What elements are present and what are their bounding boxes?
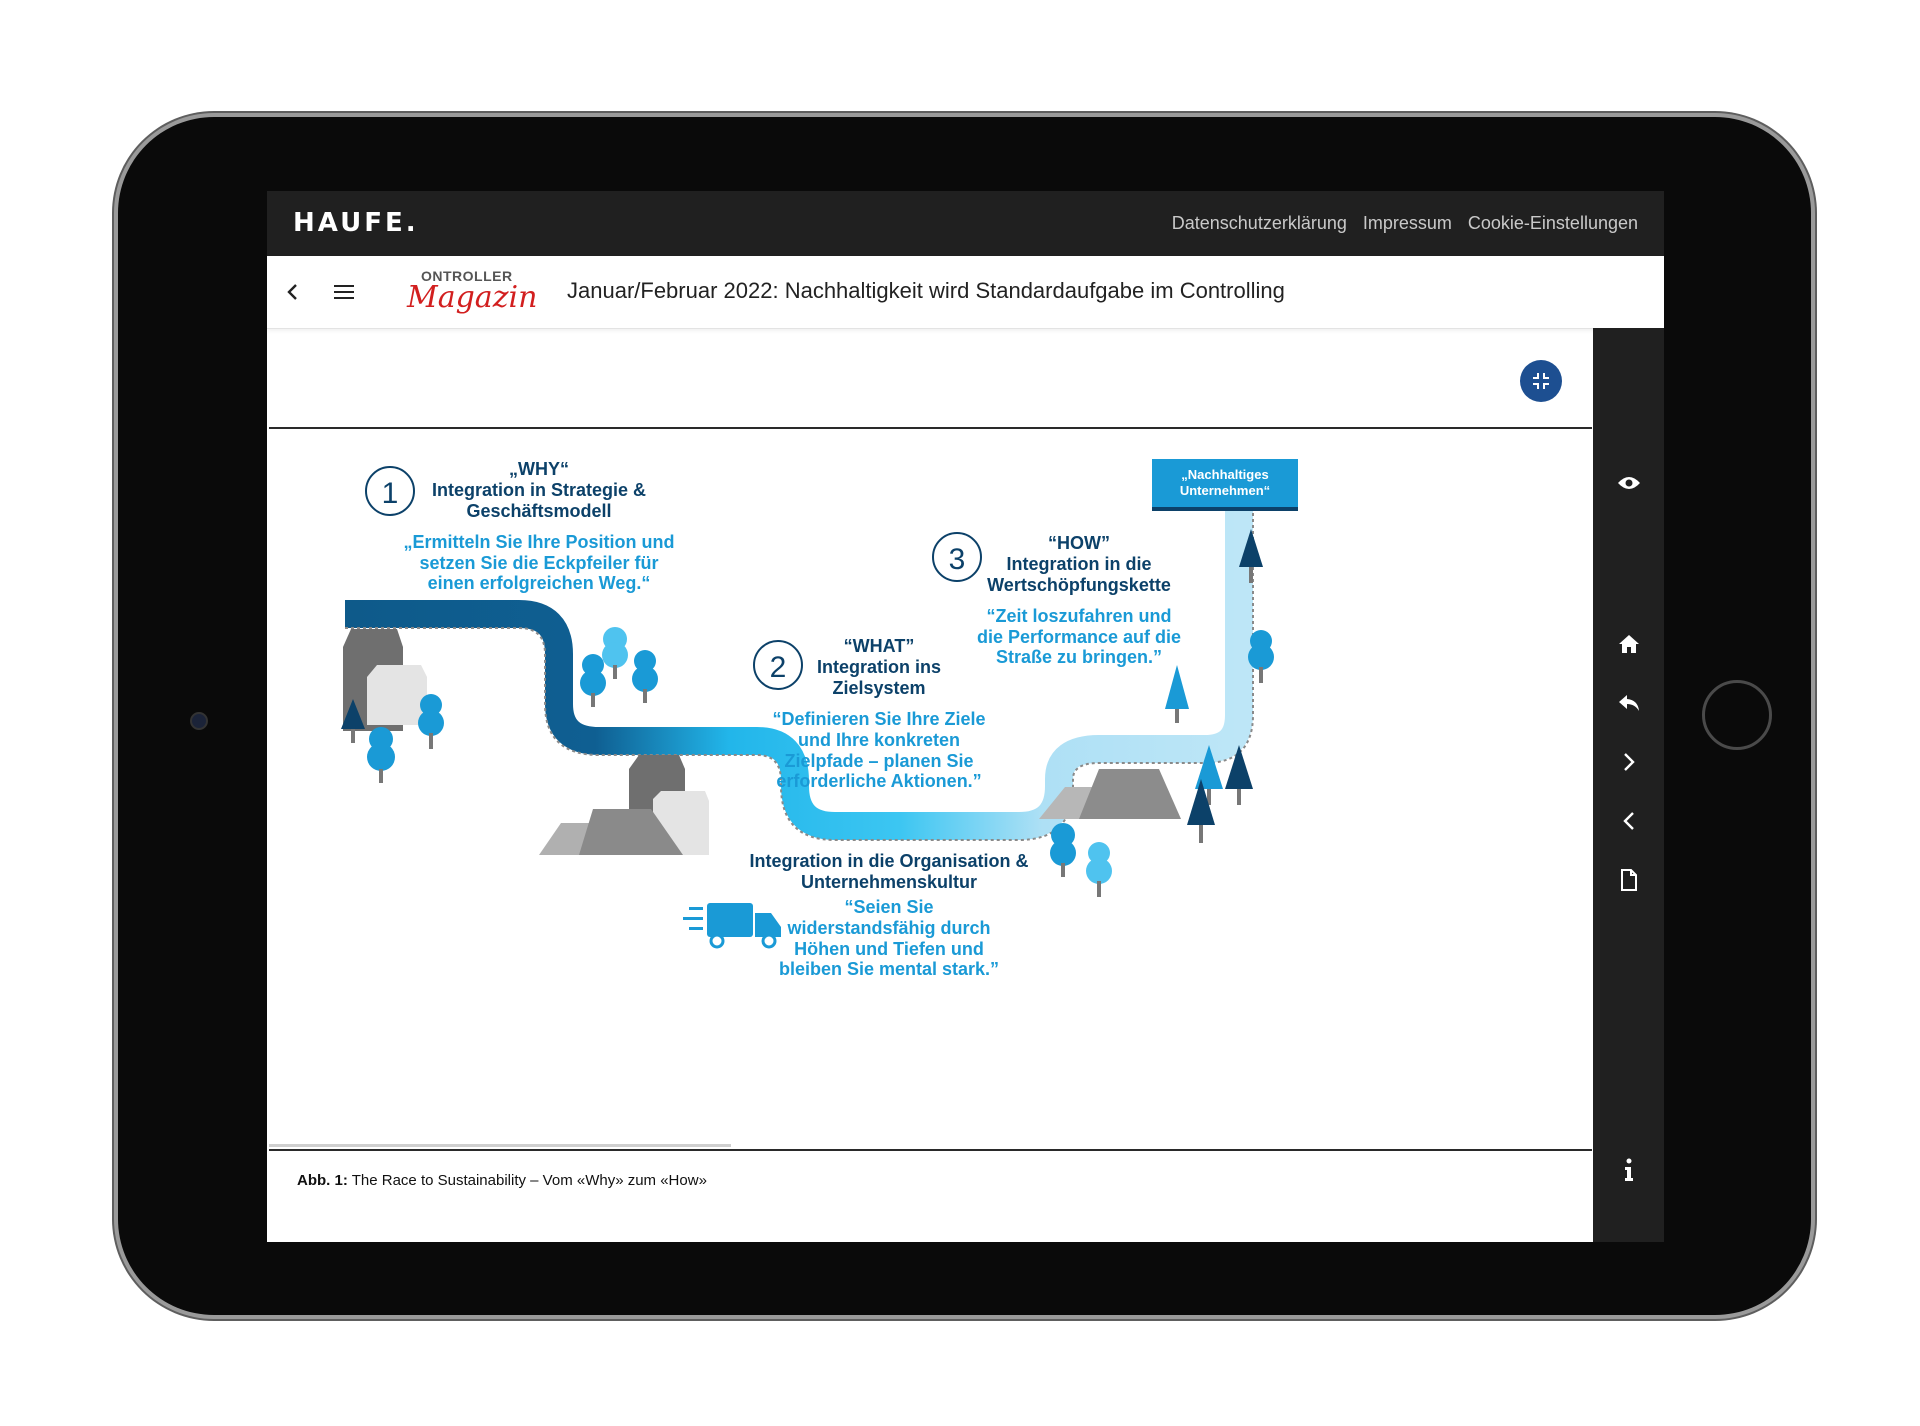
step1-quote-2: setzen Sie die Eckpfeiler für	[419, 553, 659, 573]
step1-quote-3: einen erfolgreichen Weg.“	[427, 573, 651, 593]
reply-button[interactable]	[1611, 685, 1647, 721]
step3-quote-3: Straße zu bringen.”	[995, 647, 1163, 667]
front-camera	[190, 712, 208, 730]
goal-line-1: „Nachhaltiges	[1181, 467, 1269, 482]
header-bar	[267, 256, 1664, 329]
top-links	[1172, 213, 1638, 234]
step2-number: 2	[769, 651, 787, 684]
cookie-settings-link[interactable]: Cookie-Einstellungen	[1467, 213, 1638, 233]
caption-text: The Race to Sustainability – Vom «Why» zum «How»	[347, 1172, 707, 1189]
step1-title-1: Integration in Strategie &	[431, 480, 647, 500]
step3-tag: “HOW”	[1048, 533, 1110, 553]
step2-title-1: Integration ins	[816, 657, 942, 677]
top-bar	[267, 191, 1664, 256]
chevron-right-icon	[1621, 752, 1637, 772]
home-icon	[1618, 634, 1640, 654]
step2-quote-3: Zielpfade – planen Sie	[784, 751, 974, 771]
info-icon	[1623, 1158, 1635, 1182]
step3-quote-1: “Zeit loszufahren und	[986, 606, 1172, 626]
step1-number: 1	[381, 477, 399, 510]
page-title: Januar/Februar 2022: Nachhaltigkeit wird Standardaufgabe im Controlling	[567, 278, 1285, 303]
hamburger-menu-icon	[334, 284, 354, 300]
goal-sign-bar	[1152, 507, 1298, 511]
org-quote-4: bleiben Sie mental stark.”	[778, 959, 1000, 979]
chevron-left-icon	[283, 282, 303, 302]
step1-title-2: Geschäftsmodell	[466, 501, 612, 521]
privacy-link[interactable]: Datenschutzerklärung	[1171, 213, 1347, 233]
figure-progress-bar	[269, 1144, 731, 1147]
home-button[interactable]	[1611, 626, 1647, 662]
caption-label: Abb. 1:	[297, 1172, 348, 1189]
step2-quote-4: erforderliche Aktionen.”	[776, 771, 982, 791]
logo-top-text: ONTROLLER	[421, 268, 513, 284]
imprint-link[interactable]: Impressum	[1362, 213, 1452, 233]
chevron-left-icon	[1621, 811, 1637, 831]
next-button[interactable]	[1611, 744, 1647, 780]
rocks-middle	[539, 755, 709, 855]
app-screen	[267, 191, 1664, 1242]
home-hardware-button[interactable]	[1702, 680, 1772, 750]
exit-fullscreen-button[interactable]	[1520, 360, 1562, 402]
step3-quote-2: die Performance auf die	[976, 627, 1182, 647]
figure-illustration	[269, 429, 1592, 1145]
back-button[interactable]	[273, 272, 313, 312]
previous-button[interactable]	[1611, 803, 1647, 839]
menu-button[interactable]	[324, 272, 364, 312]
controller-magazin-logo[interactable]	[407, 268, 538, 318]
step2-title-2: Zielsystem	[832, 678, 926, 698]
org-title-2: Unternehmenskultur	[800, 872, 978, 892]
step2-quote-1: “Definieren Sie Ihre Ziele	[772, 709, 986, 729]
step3-number: 3	[948, 543, 966, 576]
exit-fullscreen-icon	[1531, 371, 1551, 391]
step2-quote-2: und Ihre konkreten	[797, 730, 961, 750]
logo-script-text: Magazin	[407, 280, 538, 315]
org-quote-3: Höhen und Tiefen und	[794, 939, 984, 959]
reply-icon	[1618, 694, 1640, 712]
document-button[interactable]	[1611, 862, 1647, 898]
step3-title-2: Wertschöpfungskette	[987, 575, 1171, 595]
figure-caption	[297, 1172, 707, 1189]
info-button[interactable]	[1611, 1152, 1647, 1188]
org-quote-1: “Seien Sie	[844, 897, 934, 917]
haufe-logo[interactable]: HAUFE.	[293, 208, 419, 238]
step1-tag: „WHY“	[509, 459, 569, 479]
view-button[interactable]	[1611, 465, 1647, 501]
figure-race-to-sustainability	[269, 427, 1592, 1151]
document-icon	[1620, 869, 1638, 891]
step3-title-1: Integration in die	[1006, 554, 1152, 574]
goal-line-2: Unternehmen“	[1179, 483, 1271, 498]
eye-icon	[1617, 475, 1641, 491]
step1-quote-1: „Ermitteln Sie Ihre Position und	[403, 532, 675, 552]
org-title-1: Integration in die Organisation &	[749, 851, 1029, 871]
org-quote-2: widerstandsfähig durch	[787, 918, 991, 938]
step2-tag: “WHAT”	[843, 636, 915, 656]
truck-icon	[683, 903, 781, 947]
right-toolbar	[1593, 328, 1664, 1242]
